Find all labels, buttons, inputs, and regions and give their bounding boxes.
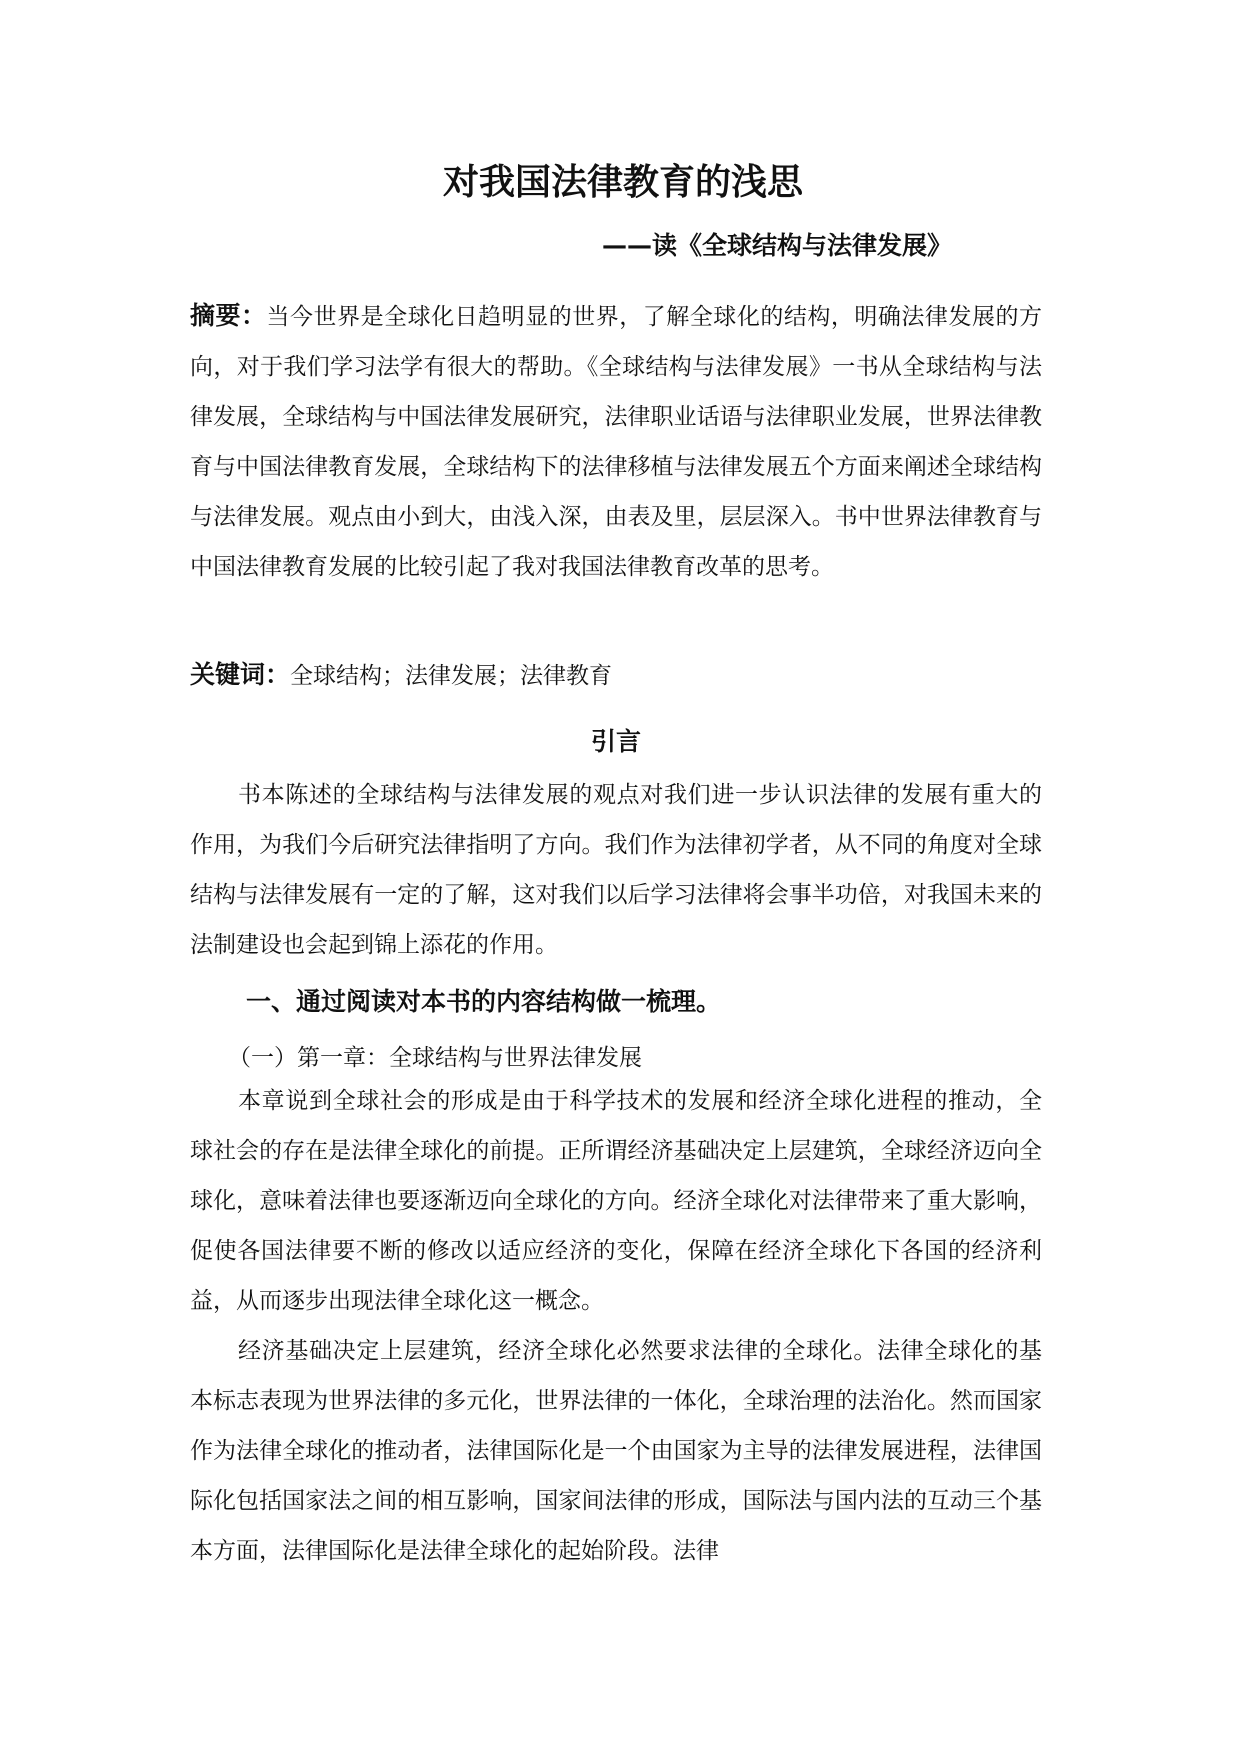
section-1-paragraph-1: 本章说到全球社会的形成是由于科学技术的发展和经济全球化进程的推动，全球社会的存在是法律全球化的前提。正所谓经济基础决定上层建筑，全球经济迈向全球化，意味着法律也要逐渐迈向全球化的方向。经济全球化对法律带来了重大影响，促使各国法律要不断的修改以适应经济的变化，保障在经济全球化下各国的经济利益，从而逐步出现法律全球化这一概念。 [190, 1088, 1042, 1314]
document-title: 对我国法律教育的浅思 [442, 162, 803, 203]
document-subtitle: ——读《全球结构与法律发展》 [601, 231, 952, 260]
introduction-heading: 引言 [590, 727, 641, 756]
abstract-label: 摘要： [190, 301, 267, 330]
keywords-paragraph [190, 650, 1042, 701]
keywords-label: 关键词： [190, 660, 291, 689]
introduction-paragraph: 书本陈述的全球结构与法律发展的观点对我们进一步认识法律的发展有重大的作用，为我们今后研究法律指明了方向。我们作为法律初学者，从不同的角度对全球结构与法律发展有一定的了解，这对我们以后学习法律将会事半功倍，对我国未来的法制建设也会起到锦上添花的作用。 [190, 782, 1042, 958]
keywords-text: 全球结构；法律发展；法律教育 [290, 663, 613, 689]
abstract-text: 当今世界是全球化日趋明显的世界，了解全球化的结构，明确法律发展的方向，对于我们学习法学有很大的帮助。《全球结构与法律发展》一书从全球结构与法律发展，全球结构与中国法律发展研究，法律职业话语与法律职业发展，世界法律教育与中国法律教育发展，全球结构下的法律移植与法律发展五个方面来阐述全球结构与法律发展。观点由小到大，由浅入深，由表及里，层层深入。书中世界法律教育与中国法律教育发展的比较引起了我对我国法律教育改革的思考。 [190, 304, 1042, 580]
section-1-heading: 一、通过阅读对本书的内容结构做一梳理。 [246, 987, 722, 1016]
section-1-paragraph-2: 经济基础决定上层建筑，经济全球化必然要求法律的全球化。法律全球化的基本标志表现为世界法律的多元化，世界法律的一体化，全球治理的法治化。然而国家作为法律全球化的推动者，法律国际化是一个由国家为主导的法律发展进程，法律国际化包括国家法之间的相互影响，国家间法律的形成，国际法与国内法的互动三个基本方面，法律国际化是法律全球化的起始阶段。法律 [190, 1338, 1042, 1564]
section-1-subheading: （一）第一章：全球结构与世界法律发展 [228, 1045, 642, 1071]
abstract-paragraph [190, 291, 1042, 592]
